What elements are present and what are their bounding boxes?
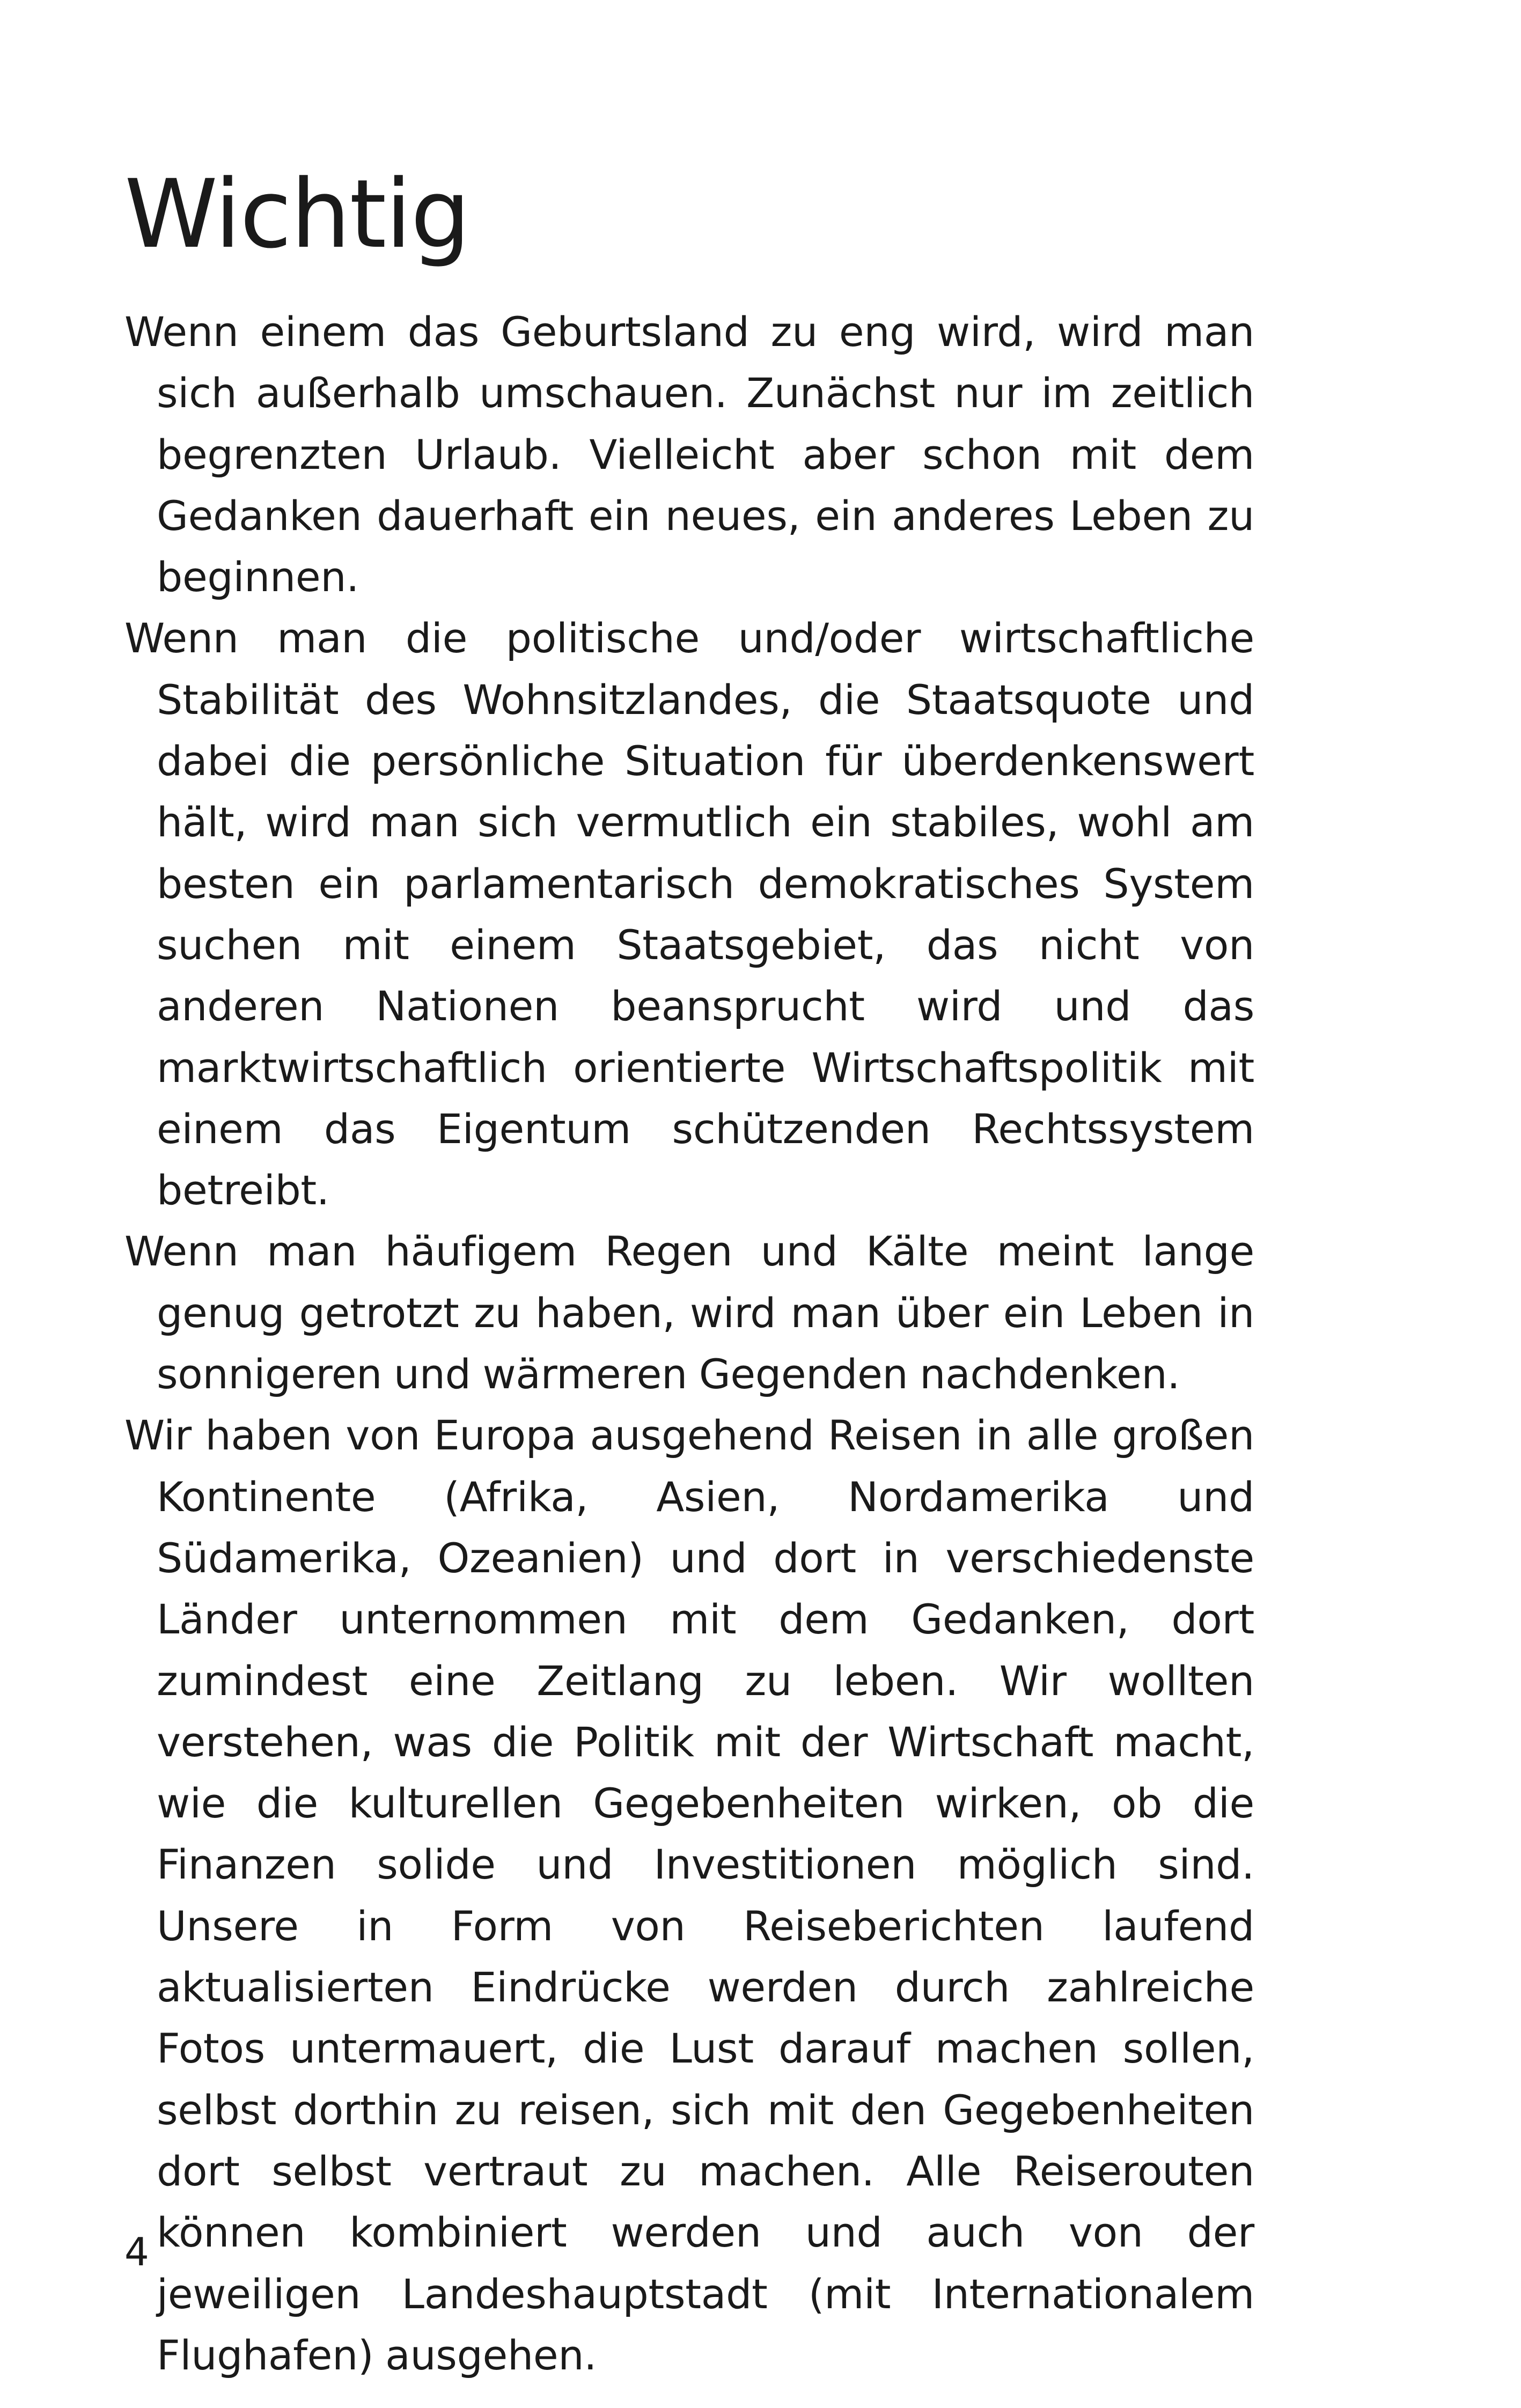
page-title: Wichtig	[124, 159, 469, 269]
page-number: 4	[124, 2229, 149, 2274]
body-text	[124, 301, 1254, 2386]
paragraph-3: Wenn man häufigem Regen und Kälte meint lange genug getrotzt zu haben, wird man über ein Leben in sonnigeren und wärmeren Gegenden nachdenken.	[124, 1227, 1254, 1398]
paragraph-2: Wenn man die politische und/oder wirtschaftliche Stabilität des Wohnsitzlandes, die Staatsquote und dabei die persönliche Situation für überdenkenswert hält, wird man sich vermutlich ein stabiles, wohl am besten ein parlamentarisch demokratisches System suchen mit einem Staatsgebiet, das nicht von anderen Nationen beansprucht wird und das marktwirtschaftlich orientierte Wirtschaftspolitik mit einem das Eigentum schützenden Rechtssystem betreibt.	[124, 614, 1254, 1214]
paragraph-1: Wenn einem das Geburtsland zu eng wird, wird man sich außerhalb umschauen. Zunächst nur im zeitlich begrenzten Urlaub. Vielleicht aber schon mit dem Gedanken dauerhaft ein neues, ein anderes Leben zu beginnen.	[124, 308, 1254, 601]
paragraph-4: Wir haben von Europa ausgehend Reisen in alle großen Kontinente (Afrika, Asien, Nordamerika und Südamerika, Ozeanien) und dort in verschiedenste Länder unternommen mit dem Gedanken, dort zumindest eine Zeitlang zu leben. Wir wollten verstehen, was die Politik mit der Wirtschaft macht, wie die kulturellen Gegebenheiten wirken, ob die Finanzen solide und Investitionen möglich sind. Unsere in Form von Reiseberichten laufend aktualisierten Eindrücke werden durch zahlreiche Fotos untermauert, die Lust darauf machen sollen, selbst dorthin zu reisen, sich mit den Gegebenheiten dort selbst vertraut zu machen. Alle Reiserouten können kombiniert werden und auch von der jeweiligen Landeshauptstadt (mit Internationalem Flughafen) ausgehen.	[124, 1411, 1254, 2379]
